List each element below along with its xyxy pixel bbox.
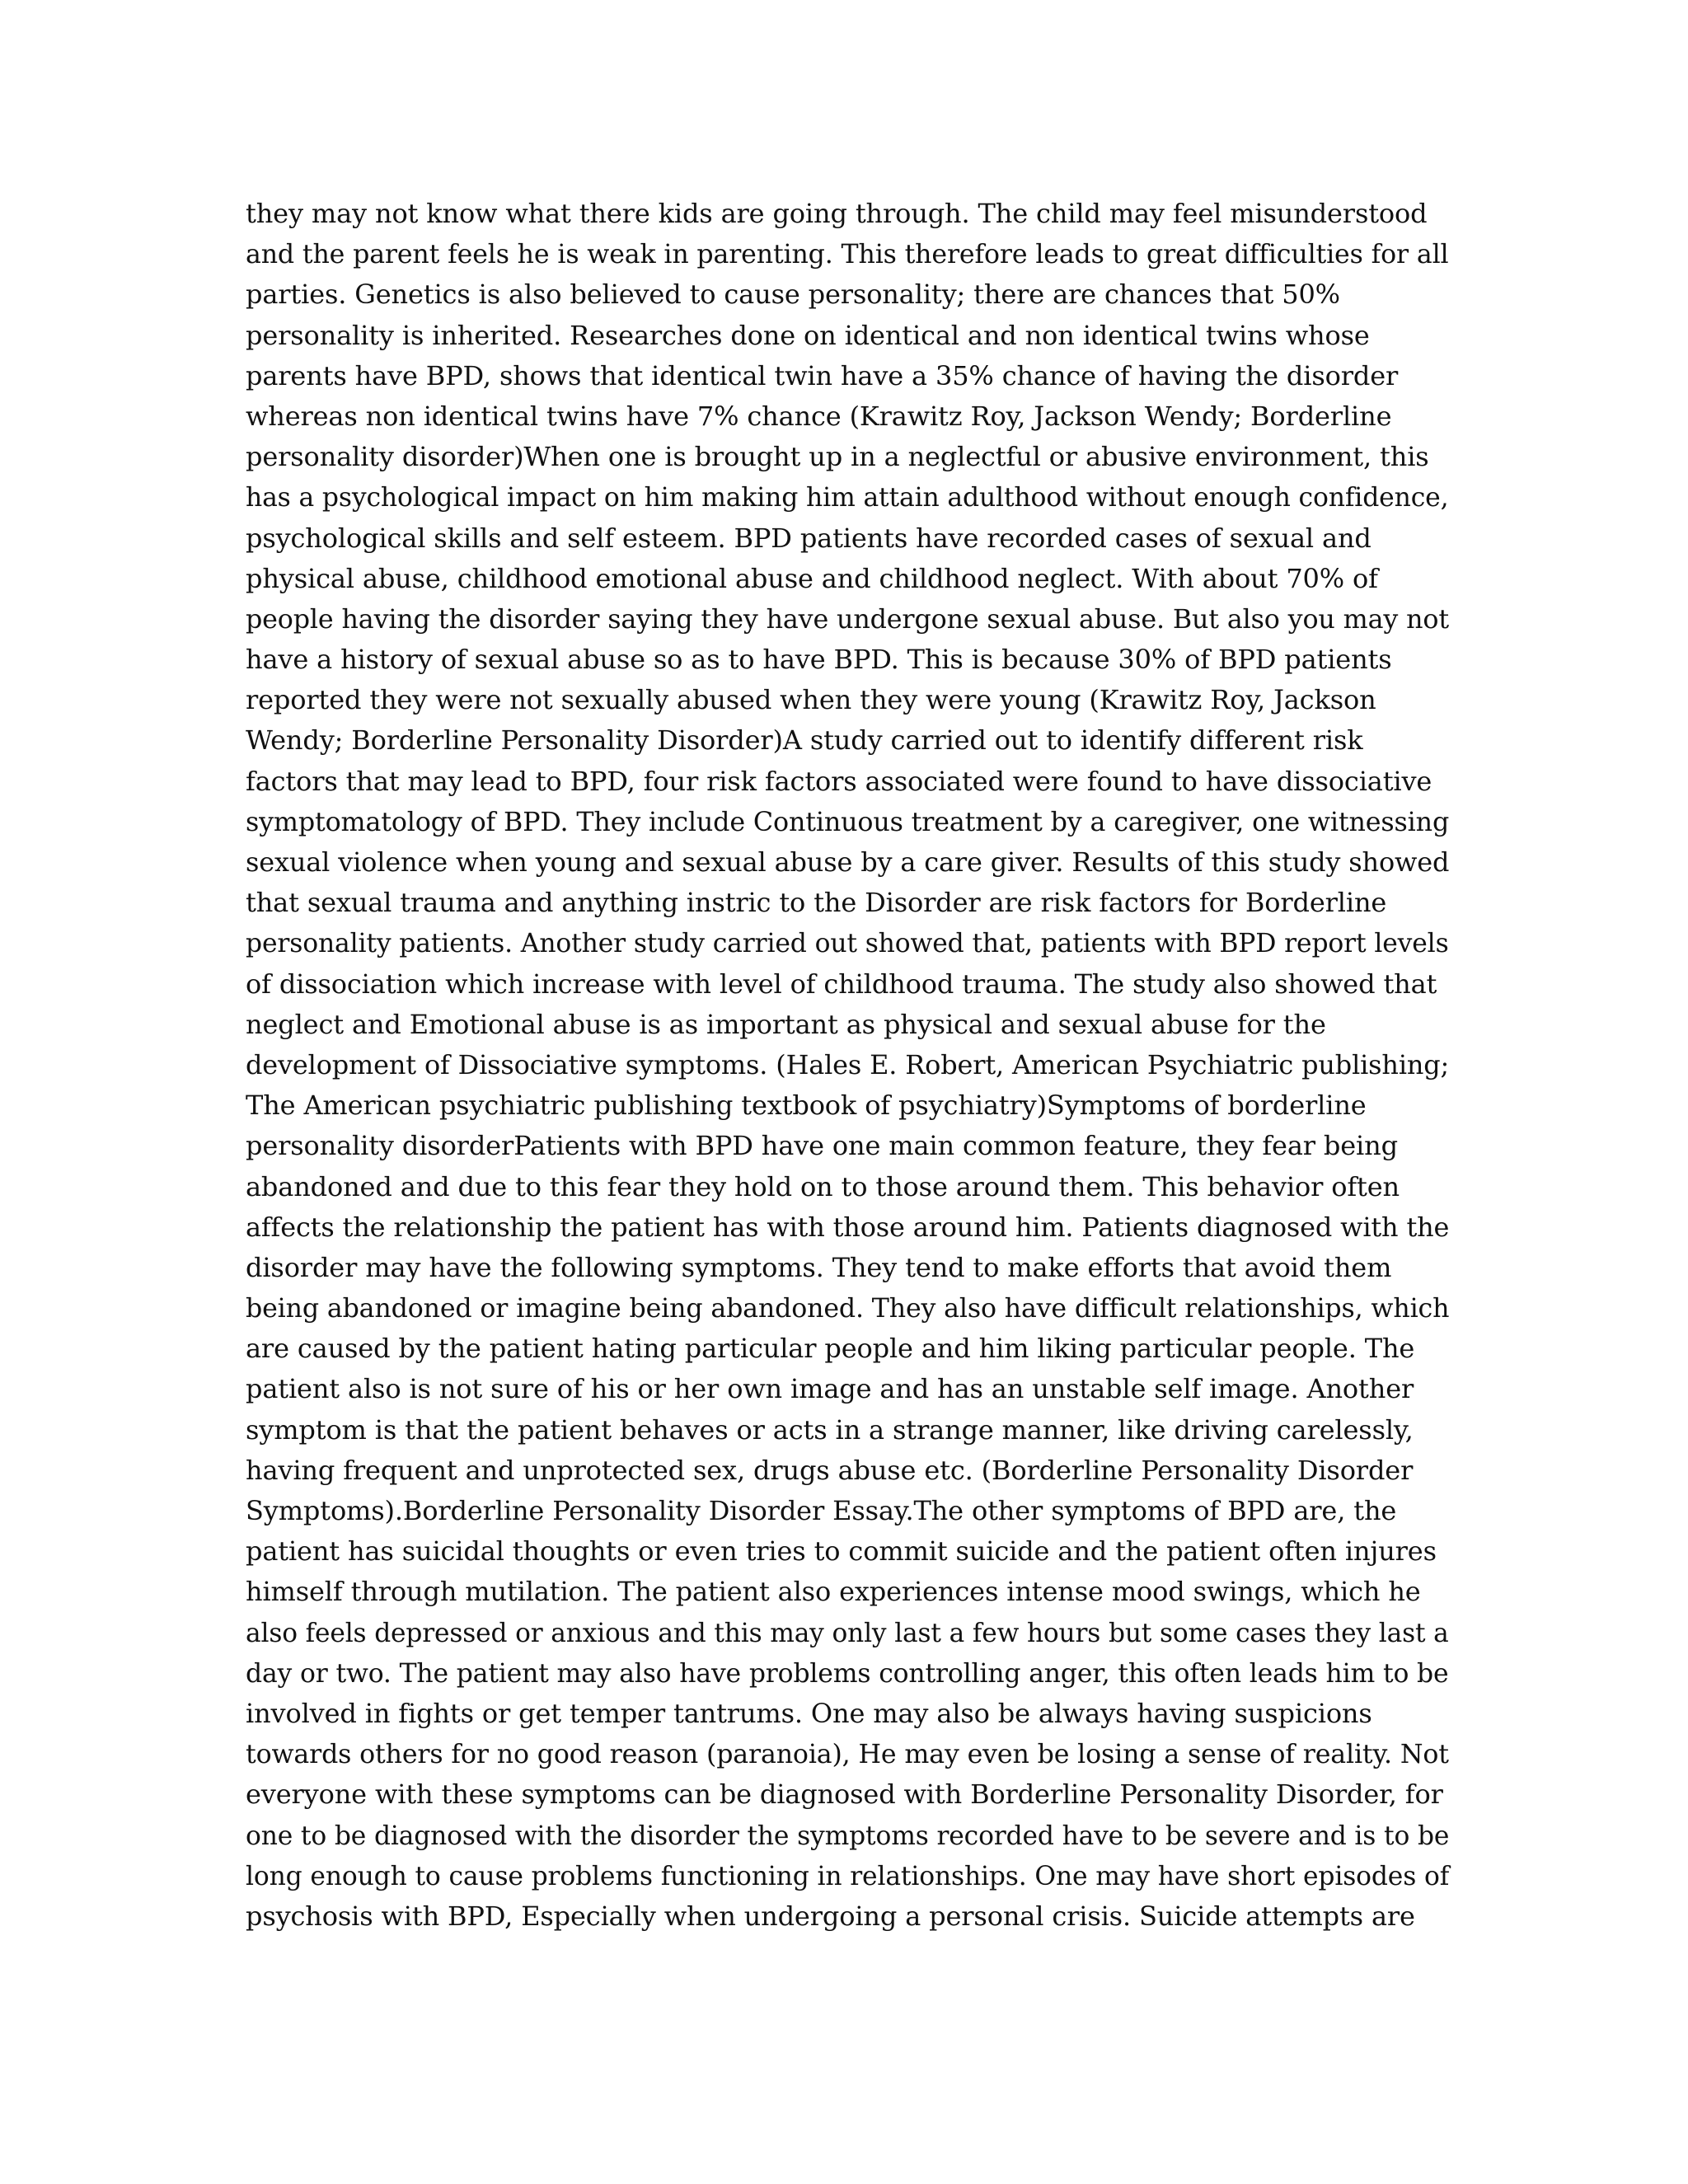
text-line: personality is inherited. Researches done on identical and non identical twins whose [246, 319, 1370, 351]
text-line: and the parent feels he is weak in parenting. This therefore leads to great difficulties for all [246, 238, 1449, 270]
text-line: personality patients. Another study carried out showed that, patients with BPD report levels [246, 927, 1449, 959]
text-line: Symptoms).Borderline Personality Disorder Essay.The other symptoms of BPD are, the [246, 1495, 1397, 1526]
text-line: has a psychological impact on him making him attain adulthood without enough confidence, [246, 481, 1449, 513]
text-line: personality disorder)When one is brought up in a neglectful or abusive environment, this [246, 441, 1429, 473]
text-line: long enough to cause problems functioning in relationships. One may have short episodes of [246, 1859, 1450, 1891]
text-line: physical abuse, childhood emotional abuse and childhood neglect. With about 70% of [246, 562, 1378, 594]
text-line: parties. Genetics is also believed to cause personality; there are chances that 50% [246, 279, 1340, 311]
text-line: abandoned and due to this fear they hold on to those around them. This behavior often [246, 1170, 1400, 1202]
text-line: himself through mutilation. The patient also experiences intense mood swings, which he [246, 1576, 1421, 1608]
text-line: involved in fights or get temper tantrums. One may also be always having suspicions [246, 1697, 1372, 1729]
text-line: are caused by the patient hating particular people and him liking particular people. The [246, 1333, 1415, 1365]
text-line: have a history of sexual abuse so as to have BPD. This is because 30% of BPD patients [246, 644, 1392, 676]
text-line: they may not know what there kids are going through. The child may feel misunderstood [246, 198, 1428, 229]
text-line: Wendy; Borderline Personality Disorder)A study carried out to identify different risk [246, 724, 1363, 757]
text-line: affects the relationship the patient has with those around him. Patients diagnosed with the [246, 1211, 1450, 1243]
text-line: day or two. The patient may also have problems controlling anger, this often leads him to be [246, 1657, 1449, 1689]
text-line: whereas non identical twins have 7% chance (Krawitz Roy, Jackson Wendy; Borderline [246, 400, 1392, 432]
text-line: development of Dissociative symptoms. (Hales E. Robert, American Psychiatric publishing; [246, 1048, 1450, 1080]
text-line: having frequent and unprotected sex, drugs abuse etc. (Borderline Personality Disorder [246, 1454, 1414, 1486]
text-line: one to be diagnosed with the disorder the symptoms recorded have to be severe and is to be [246, 1819, 1450, 1851]
text-line: sexual violence when young and sexual abuse by a care giver. Results of this study showed [246, 846, 1450, 878]
text-line: factors that may lead to BPD, four risk factors associated were found to have dissociative [246, 765, 1432, 797]
text-line: disorder may have the following symptoms. They tend to make efforts that avoid them [246, 1251, 1392, 1283]
text-line: people having the disorder saying they have undergone sexual abuse. But also you may not [246, 602, 1449, 635]
text-line: symptom is that the patient behaves or acts in a strange manner, like driving carelessly, [246, 1413, 1414, 1446]
text-line: being abandoned or imagine being abandoned. They also have difficult relationships, which [246, 1292, 1450, 1324]
text-line: of dissociation which increase with level of childhood trauma. The study also showed that [246, 968, 1437, 1000]
text-line: psychological skills and self esteem. BPD patients have recorded cases of sexual and [246, 522, 1372, 554]
text-line: psychosis with BPD, Especially when undergoing a personal crisis. Suicide attempts are [246, 1900, 1415, 1932]
text-line: everyone with these symptoms can be diagnosed with Borderline Personality Disorder, for [246, 1779, 1443, 1811]
body-text [246, 194, 1449, 1937]
text-line: neglect and Emotional abuse is as important as physical and sexual abuse for the [246, 1008, 1326, 1040]
text-line: also feels depressed or anxious and this may only last a few hours but some cases they last a [246, 1616, 1449, 1648]
text-line: towards others for no good reason (paranoia), He may even be losing a sense of reality. Not [246, 1738, 1449, 1770]
text-line: symptomatology of BPD. They include Continuous treatment by a caregiver, one witnessing [246, 805, 1450, 837]
text-line: reported they were not sexually abused when they were young (Krawitz Roy, Jackson [246, 684, 1376, 716]
text-line: patient also is not sure of his or her own image and has an unstable self image. Another [246, 1373, 1414, 1405]
text-line: personality disorderPatients with BPD have one main common feature, they fear being [246, 1130, 1398, 1162]
text-line: The American psychiatric publishing textbook of psychiatry)Symptoms of borderline [246, 1090, 1367, 1122]
text-line: patient has suicidal thoughts or even tries to commit suicide and the patient often injures [246, 1535, 1437, 1568]
text-line: parents have BPD, shows that identical twin have a 35% chance of having the disorder [246, 359, 1399, 391]
text-line: that sexual trauma and anything instric to the Disorder are risk factors for Borderline [246, 887, 1387, 919]
